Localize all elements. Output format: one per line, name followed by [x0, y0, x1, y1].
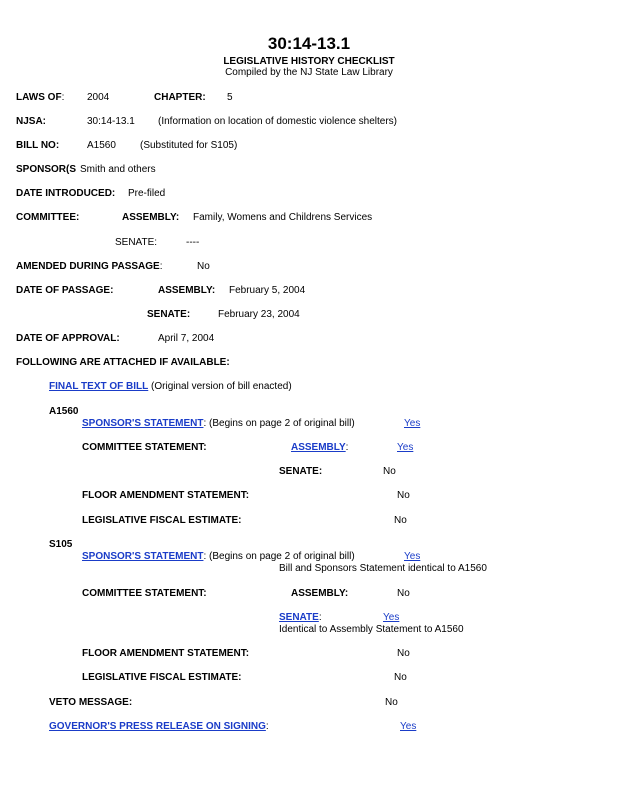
committee-assembly-label: ASSEMBLY: — [122, 212, 180, 223]
governor-yes-link[interactable]: Yes — [400, 721, 417, 732]
passage-senate-value: February 23, 2004 — [218, 309, 300, 320]
governor-press-release-link[interactable]: GOVERNOR'S PRESS RELEASE ON SIGNING — [49, 721, 266, 732]
s105-fiscal-value: No — [394, 672, 407, 683]
s105-floor-value: No — [397, 648, 410, 659]
a1560-assembly-colon: : — [345, 442, 349, 453]
a1560-assembly-yes-link[interactable]: Yes — [397, 442, 414, 453]
veto-label: VETO MESSAGE: — [49, 697, 133, 708]
committee-senate-value: ---- — [186, 237, 200, 248]
a1560-sponsor-row — [82, 418, 355, 430]
njsa-label: NJSA: — [16, 116, 47, 127]
governor-colon: : — [265, 721, 269, 732]
date-of-approval-value: April 7, 2004 — [158, 333, 215, 344]
sponsor-label: SPONSOR(S — [16, 164, 77, 175]
a1560-committee-label: COMMITTEE STATEMENT: — [82, 442, 207, 453]
final-text-row — [49, 381, 292, 393]
final-text-desc: (Original version of bill enacted) — [148, 381, 292, 392]
date-of-approval-label: DATE OF APPROVAL: — [16, 333, 120, 344]
laws-of-row — [16, 92, 64, 104]
bill-no-value: A1560 — [87, 140, 116, 151]
s105-senate-yes-link[interactable]: Yes — [383, 612, 400, 623]
s105-heading: S105 — [49, 539, 73, 550]
s105-floor-label: FLOOR AMENDMENT STATEMENT: — [82, 648, 250, 659]
njsa-description: (Information on location of domestic violence shelters) — [158, 116, 398, 127]
a1560-sponsor-yes-link[interactable]: Yes — [404, 418, 421, 429]
attachments-heading: FOLLOWING ARE ATTACHED IF AVAILABLE: — [16, 357, 230, 368]
a1560-assembly-link[interactable]: ASSEMBLY — [291, 442, 346, 453]
final-text-link[interactable]: FINAL TEXT OF BILL — [49, 381, 149, 392]
amended-colon: : — [159, 261, 163, 272]
amended-value: No — [197, 261, 210, 272]
s105-senate-row — [279, 612, 322, 624]
a1560-senate-value: No — [383, 466, 396, 477]
laws-of-value: 2004 — [87, 92, 110, 103]
page-subtitle: LEGISLATIVE HISTORY CHECKLIST — [223, 56, 395, 67]
s105-sponsor-note: Bill and Sponsors Statement identical to A1560 — [279, 563, 487, 574]
s105-sponsor-row — [82, 551, 355, 563]
a1560-sponsor-statement-link[interactable]: SPONSOR'S STATEMENT — [82, 418, 204, 429]
date-introduced-label: DATE INTRODUCED: — [16, 188, 116, 199]
governor-row — [49, 721, 269, 733]
s105-senate-note: Identical to Assembly Statement to A1560 — [279, 624, 464, 635]
bill-substituted: (Substituted for S105) — [140, 140, 238, 151]
veto-value: No — [385, 697, 398, 708]
amended-label: AMENDED DURING PASSAGE — [16, 261, 160, 272]
sponsor-value: Smith and others — [80, 164, 156, 175]
page-title: 30:14-13.1 — [267, 34, 351, 53]
a1560-fiscal-value: No — [394, 515, 407, 526]
committee-senate-label: SENATE: — [115, 237, 158, 248]
s105-sponsor-statement-link[interactable]: SPONSOR'S STATEMENT — [82, 551, 204, 562]
bill-no-label: BILL NO: — [16, 140, 60, 151]
compiled-by: Compiled by the NJ State Law Library — [225, 67, 393, 78]
committee-label: COMMITTEE: — [16, 212, 80, 223]
passage-assembly-value: February 5, 2004 — [229, 285, 306, 296]
njsa-value: 30:14-13.1 — [87, 116, 135, 127]
s105-senate-colon: : — [318, 612, 322, 623]
chapter-label: CHAPTER: — [154, 92, 206, 103]
s105-assembly-value: No — [397, 588, 410, 599]
date-introduced-value: Pre-filed — [128, 188, 166, 199]
s105-assembly-label: ASSEMBLY: — [291, 588, 349, 599]
a1560-assembly-row — [291, 442, 348, 454]
s105-committee-label: COMMITTEE STATEMENT: — [82, 588, 207, 599]
s105-sponsor-desc: : (Begins on page 2 of original bill) — [203, 551, 355, 562]
chapter-value: 5 — [227, 92, 233, 103]
passage-senate-label: SENATE: — [147, 309, 191, 320]
a1560-fiscal-label: LEGISLATIVE FISCAL ESTIMATE: — [82, 515, 242, 526]
committee-assembly-value: Family, Womens and Childrens Services — [193, 212, 373, 223]
amended-row — [16, 261, 163, 273]
passage-assembly-label: ASSEMBLY: — [158, 285, 216, 296]
a1560-sponsor-desc: : (Begins on page 2 of original bill) — [203, 418, 355, 429]
s105-senate-link[interactable]: SENATE — [279, 612, 319, 623]
s105-fiscal-label: LEGISLATIVE FISCAL ESTIMATE: — [82, 672, 242, 683]
a1560-senate-label: SENATE: — [279, 466, 323, 477]
a1560-floor-label: FLOOR AMENDMENT STATEMENT: — [82, 490, 250, 501]
laws-of-colon: : — [61, 92, 65, 103]
date-of-passage-label: DATE OF PASSAGE: — [16, 285, 114, 296]
a1560-heading: A1560 — [49, 406, 79, 417]
s105-sponsor-yes-link[interactable]: Yes — [404, 551, 421, 562]
a1560-floor-value: No — [397, 490, 410, 501]
laws-of-label: LAWS OF — [16, 92, 62, 103]
